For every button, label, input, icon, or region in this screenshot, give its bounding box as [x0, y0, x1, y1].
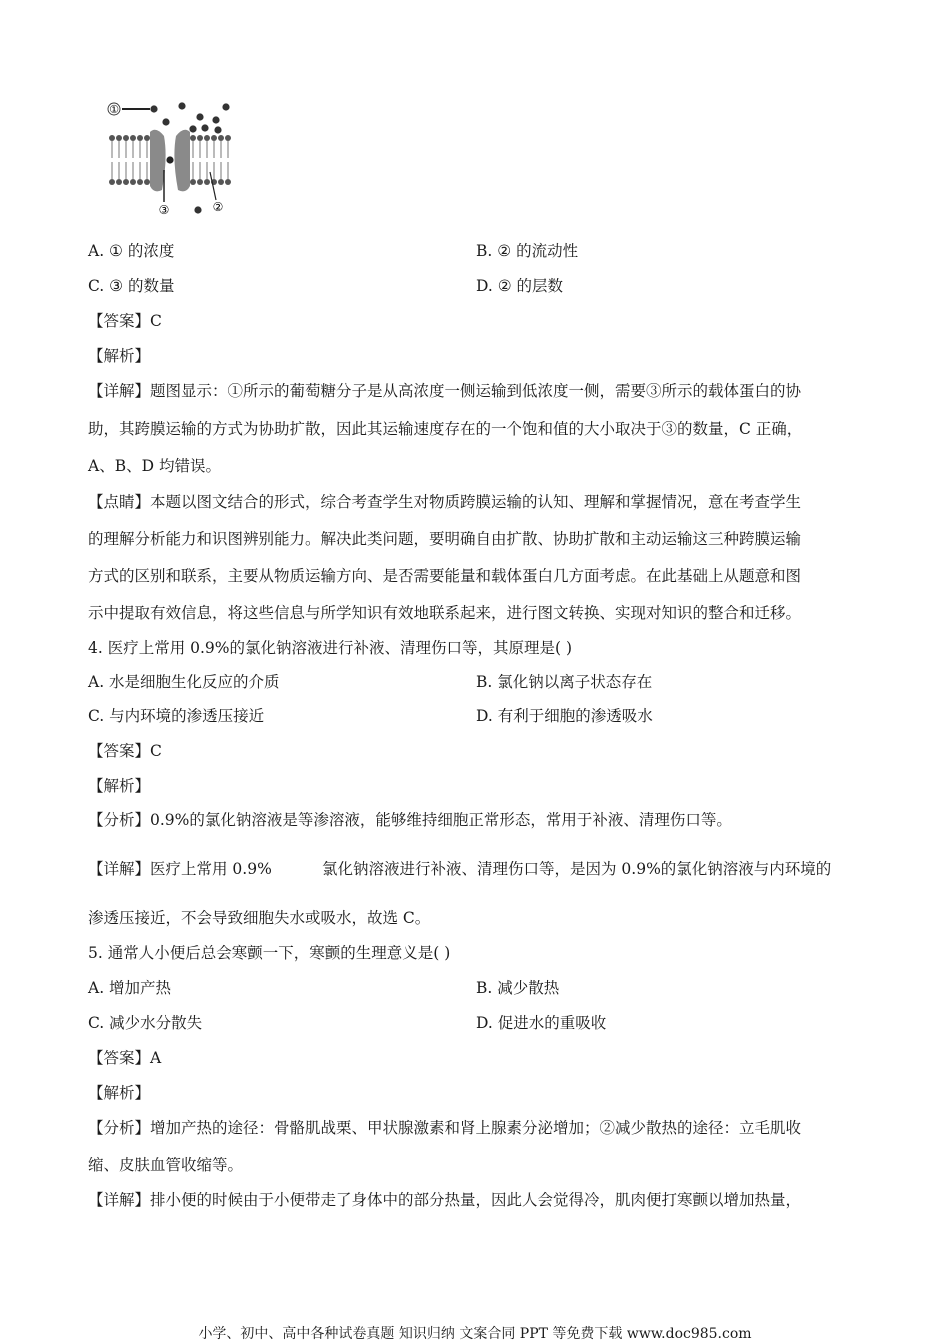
- figure-label-1: ①: [109, 103, 119, 116]
- q5-detail: 【详解】排小便的时候由于小便带走了身体中的部分热量，因此人会觉得冷，肌肉便打寒颤以增加热量，: [88, 1191, 802, 1209]
- q3-comment-line: 方式的区别和联系，主要从物质运输方向、是否需要能量和载体蛋白几方面考虑。在此基础上从题意和图: [88, 567, 802, 585]
- q5-analysis-line: 【分析】增加产热的途径：骨骼肌战栗、甲状腺激素和肾上腺素分泌增加；②减少散热的途径：立毛肌收: [88, 1119, 802, 1137]
- page-footer: 小学、初中、高中各种试卷真题 知识归纳 文案合同 PPT 等免费下载 www.doc985.com: [198, 1326, 752, 1342]
- q3-detail-line: 【详解】题图显示：①所示的葡萄糖分子是从高浓度一侧运输到低浓度一侧，需要③所示的载体蛋白的协: [88, 382, 802, 400]
- q5-answer: 【答案】A: [88, 1049, 162, 1067]
- q3-detail-line: A、B、D 均错误。: [88, 457, 221, 475]
- q3-comment-line: 的理解分析能力和识图辨别能力。解决此类问题，要明确自由扩散、协助扩散和主动运输这三种跨膜运输: [88, 530, 802, 548]
- q4-detail-line2: 渗透压接近，不会导致细胞失水或吸水，故选 C。: [88, 909, 431, 927]
- q3-comment-line: 示中提取有效信息，将这些信息与所学知识有效地联系起来，进行图文转换、实现对知识的整合和迁移。: [88, 604, 802, 622]
- q4-analysis-heading: 【解析】: [88, 777, 151, 795]
- q4-option-c: C. 与内环境的渗透压接近: [88, 707, 265, 725]
- q5-analysis-line: 缩、皮肤血管收缩等。: [88, 1156, 244, 1174]
- q5-analysis-heading: 【解析】: [88, 1084, 151, 1102]
- q5-option-b: B. 减少散热: [476, 979, 560, 997]
- q3-option-c: C. ③ 的数量: [88, 277, 175, 295]
- q5-stem: 5. 通常人小便后总会寒颤一下，寒颤的生理意义是( ): [88, 944, 451, 962]
- q3-analysis-heading: 【解析】: [88, 347, 151, 365]
- q3-option-a: A. ① 的浓度: [88, 242, 175, 260]
- q4-option-b: B. 氯化钠以离子状态存在: [476, 673, 653, 691]
- q3-option-d: D. ② 的层数: [476, 277, 564, 295]
- membrane-diagram: [104, 98, 236, 218]
- q3-detail-line: 助，其跨膜运输的方式为协助扩散，因此其运输速度存在的一个饱和值的大小取决于③的数量，C 正确，: [88, 420, 803, 438]
- q4-answer: 【答案】C: [88, 742, 162, 760]
- q3-answer: 【答案】C: [88, 312, 162, 330]
- q5-option-a: A. 增加产热: [88, 979, 172, 997]
- q4-option-d: D. 有利于细胞的渗透吸水: [476, 707, 653, 725]
- q4-detail-part1: 【详解】医疗上常用 0.9%: [88, 860, 272, 878]
- q5-option-d: D. 促进水的重吸收: [476, 1014, 607, 1032]
- figure-label-2: ②: [212, 200, 224, 214]
- q3-option-b: B. ② 的流动性: [476, 242, 579, 260]
- q3-comment-line: 【点睛】本题以图文结合的形式，综合考查学生对物质跨膜运输的认知、理解和掌握情况，意在考查学生: [88, 493, 802, 511]
- q4-analysis-detail: 【分析】0.9%的氯化钠溶液是等渗溶液，能够维持细胞正常形态，常用于补液、清理伤口等。: [88, 811, 732, 829]
- q4-stem: 4. 医疗上常用 0.9%的氯化钠溶液进行补液、清理伤口等，其原理是( ): [88, 639, 573, 657]
- q4-option-a: A. 水是细胞生化反应的介质: [88, 673, 280, 691]
- figure-label-3: ③: [158, 203, 170, 217]
- q4-detail-part2: 氯化钠溶液进行补液、清理伤口等，是因为 0.9%的氯化钠溶液与内环境的: [322, 860, 832, 878]
- q5-option-c: C. 减少水分散失: [88, 1014, 203, 1032]
